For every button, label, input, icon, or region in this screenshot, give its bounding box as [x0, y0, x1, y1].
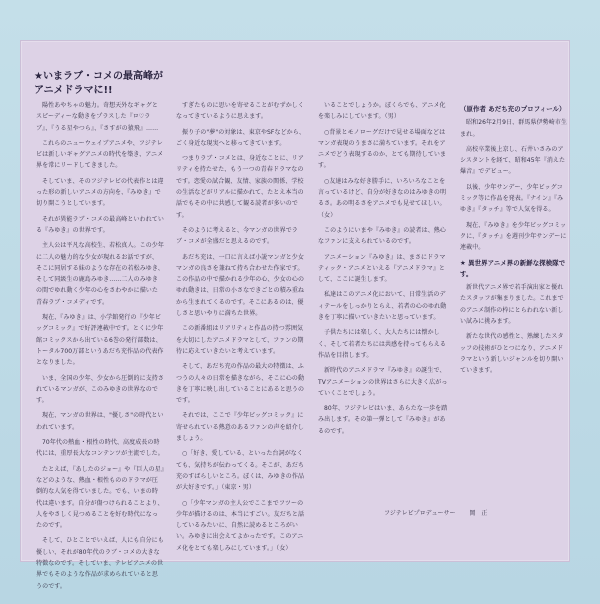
paragraph: すぎたものに思いを寄せることがむずかしくなってきているように思えます。	[176, 102, 305, 121]
paragraph: 70年代の熱血・根性の時代、高度成長の時代には、重厚長大なコンテンツが主流でした。	[36, 439, 164, 458]
paragraph: つまりラブ・コメとは、身近なことに、リアリティを持たせた、もう一つの青春ドラマなのです。恋愛の試合観、友情、家族の関係、学校の生活などがリアルに描かれて、たとえ本当の話でもその中に共感して観る読者が多いのです。	[176, 155, 305, 219]
column-4	[460, 100, 568, 540]
paragraph: 私達はこのアニメ化において、日常生活のディテールをしっかりとらえ、若者の心のゆれ動きを丁寧に描いていきたいと思っています。	[318, 291, 447, 322]
paragraph: 現在、『みゆき』は、小学館発行の『少年ビッグコミック』で好評連載中です。とくに少年館コミックスから出ている6巻の発行部数は、トータル700万部というあだち充作品の代表作となりました。	[36, 314, 164, 367]
signature-company: フジテレビプロデューサー	[384, 510, 456, 517]
paragraph: あだち充は、一口に言えば小説マンガと少女マンガの良さを兼ねて持ち合わせた作家です。この作品の中で描かれる少年の心、少女の心のゆれ動きは、日常の小さなできごとの積み重ねから生まれてくるのです。そこにあるのは、優しさと思いやりに満ちた世界。	[176, 253, 305, 318]
paragraph: 現在、マンガの世界は、"優しさ"の時代といわれています。	[36, 412, 164, 431]
paragraph: そしていま、そのフジテレビの代表作とは違った形の新しいアニメの方向を、『みゆき』で切り開こうとしています。	[36, 177, 164, 208]
section-heading: ★ 異世界アニメ界の新鮮な探検隊です。	[460, 258, 566, 278]
paragraph: この新番組はリアリティと作品の持つ雰囲気を大切にしたアニメドラマとして、ファンの期待に応えていきたいと考えています。	[176, 325, 304, 355]
profile-heading: （原作者 あだち充のプロフィール）	[460, 105, 566, 113]
paragraph: アニメーション『みゆき』は、まさにドラマティック・アニメといえる『アニメドラマ』として、ここに誕生します。	[318, 253, 446, 284]
paragraph: ○「好き、愛している、といった台詞がなくても、気持ちが伝わってくる。そこが、あだち充のすばらしいところ。ぼくは、みゆきの作品が大好きです。」（東京・男）	[176, 450, 305, 492]
paragraph: 子供たちには楽しく、大人たちには懐かしく、そして若者たちには共感を持ってもらえる作品を目指します。	[318, 329, 446, 359]
paragraph: 昭和26年2月9日、群馬県伊勢崎市生まれ。	[460, 119, 568, 138]
paragraph: ○友達はみな好き勝手に、いろいろなことを言っているけど、自分が好きなのはみゆきの明るさ。あの明るさをアニメでも見せてほしい。（女）	[318, 177, 447, 219]
paragraph: 80年、フジテレビはいま、あらたな一歩を踏み出します。その第一弾として『みゆき』があるのです。	[318, 405, 448, 435]
paragraph: それが異能ラブ・コメの最高峰といわれている『みゆき』の世界です。	[36, 215, 165, 234]
column-3	[318, 100, 448, 530]
heading-line-1: ★いまラブ・コメの最高峰が	[34, 71, 163, 82]
paragraph: それでは、ここで『少年ビッグコミック』に寄せられている熱意のあるファンの声を紹介しましょう。	[176, 412, 304, 443]
paragraph: 以後、少年サンデー、少年ビッグコミック等に作品を発表。『ナイン』『みゆき』『タッチ』等で人気を得る。	[460, 183, 564, 214]
paragraph: そして、あだち充の作品の最大の特徴は、ふつうの人々の日常を描きながら、そこに心の動きを丁寧に映し出していることにあると思うのです。	[176, 363, 305, 405]
paragraph: 新時代のアニメドラマ『みゆき』の誕生で、TVアニメーションの世界はさらに大きく広がっていくことでしょう。	[318, 367, 448, 397]
paragraph: 現在、『みゆき』を少年ビッグコミックに、『タッチ』を週刊少年サンデーに連載中。	[460, 221, 567, 252]
paragraph: そのように考えると、今マンガの世界でラブ・コメが全盛だと思えるのです。	[176, 226, 298, 246]
paragraph: 主人公は平凡な高校生、若松真人。この少年に二人の魅力的な少女が現れるお話ですが、そこに同居する妹のような存在の若松みゆき、そして同級生の鹿島みゆき……二人のみゆきの間でゆれ動く少年の心をさわやかに描いた青春ラブ・コメディです。	[36, 242, 165, 306]
paragraph: ○背景とモノローグだけで見せる場面などはマンガ表現のうまさに満ちています。それをアニメでどう表現するのか、とても期待しています。	[318, 128, 447, 170]
article-heading	[34, 70, 163, 98]
paragraph: いま、全国の少年、少女から圧倒的に支持されているマンガが、このみゆきの世界なのです。	[36, 374, 165, 405]
paragraph: ○「少年マンガの主人公でここまでフツーの少年が描けるのは、本当にすごい。友だちと話しているみたいに、自然に読めるところがいい。みゆきに出会えてよかったです。このアニメ化をとても楽しみにしています。」（女）	[176, 499, 305, 552]
paragraph: 新たな世代の感性と、熟練したスタッフの技術がひとつになり、アニメドラマという新しいジャンルを切り開いていきます。	[460, 333, 564, 375]
column-2	[176, 100, 306, 552]
heading-line-2: アニメドラマに!!	[34, 85, 113, 96]
paragraph: 振り子の"夢"の対象は、東京やSFなどから、ごく身近な現実へと移ってきています。	[176, 128, 305, 147]
paragraph: 陽性あやちゃの魅力。奇想天外なギャグとスピーディーな動きをプラスした『ロ♡ラブ』、『うる星やつら』、『さすがの猿飛』……	[36, 102, 159, 132]
paragraph: これらのニューウェイブアニメや、フジテレビは新しいギャグアニメの時代を築き、アニメ界を常にリードしてきました。	[36, 139, 164, 170]
paragraph: そして、ひとことでいえば、人にも自分にも優しい、それが80年代のラブ・コメの大きな特徴なのです。そしていま、テレビアニメの世界でもそのような作品が求められていると思うのです。	[36, 537, 164, 590]
paragraph: いることでしょうか。ぼくらでも、アニメ化を楽しみにしています。（男）	[318, 102, 446, 121]
signature-name: 岡 正	[469, 510, 488, 517]
paragraph: このようにいまや『みゆき』の読者は、熱心なファンに支えられているのです。	[318, 226, 447, 246]
paragraph: 高校卒業後上京し、石井いさみのアシスタントを経て、昭和45年『消えた爆音』でデビュー。	[460, 145, 566, 176]
paragraph: 新世代アニメ界で若手演出家と優れたスタッフが集まりました。これまでのアニメ制作の枠にとらわれない新しい試みに挑みます。	[460, 284, 564, 326]
paragraph: たとえば、『あしたのジョー』や『巨人の星』などのような、熱血・根性もののドラマが圧倒的な人気を得ていました。でも、いまの時代は違います。自分が傷つけられることより、人をやさしく見つめることを好む時代になったのです。	[36, 465, 164, 530]
signature	[372, 508, 487, 517]
column-1	[36, 100, 165, 590]
